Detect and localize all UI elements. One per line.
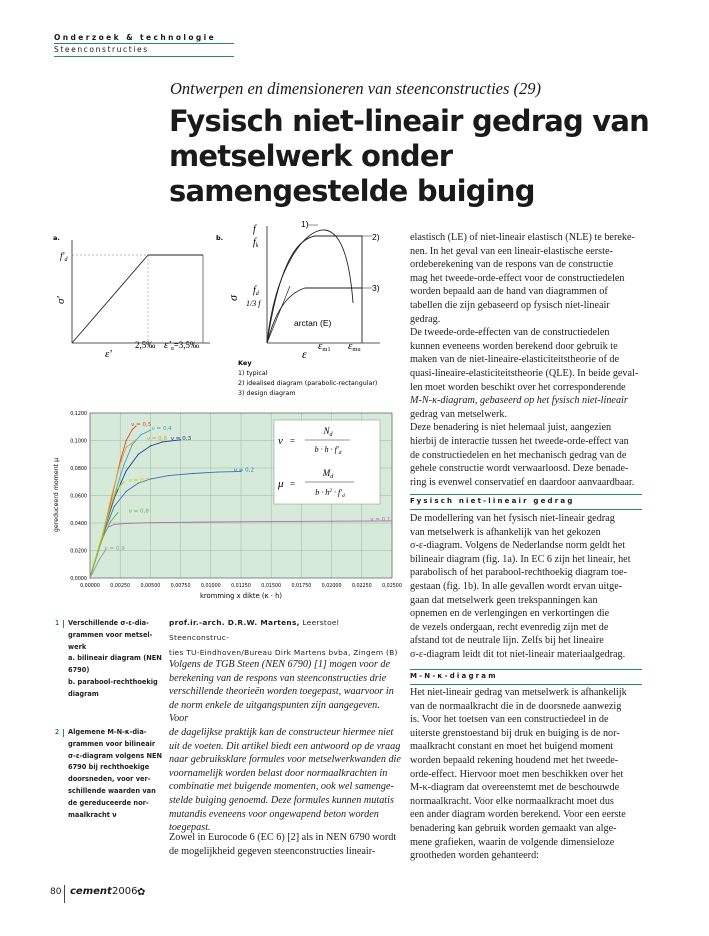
header-rule-top bbox=[54, 43, 234, 44]
caption-2-line: 6790 bij rechthoekige bbox=[68, 763, 150, 772]
series-label: ν = 0,2 bbox=[233, 467, 255, 474]
caption-2-line: grammen voor bilineair bbox=[68, 739, 156, 748]
data-point bbox=[391, 520, 392, 521]
body-line: de constructiedelen en het mechanisch gedrag van de bbox=[410, 449, 627, 461]
panel-a-label: a. bbox=[53, 234, 60, 242]
x-tick-label: 0,01750 bbox=[291, 584, 312, 589]
figure-stress-strain bbox=[50, 218, 405, 403]
header-rule-bottom bbox=[54, 56, 234, 57]
y-axis-label: gereduceerd moment μ bbox=[53, 457, 60, 533]
body-line: nen. In het geval van een lineair-elastische eerste- bbox=[410, 245, 613, 257]
series-label: ν = 0,7 bbox=[128, 477, 149, 484]
panel-b-curve3-label: 3) bbox=[372, 283, 380, 293]
panel-a-eps1-label: 2,5‰ bbox=[135, 340, 156, 350]
body-line: worden bepaald aan de hand van diagrammen of bbox=[410, 286, 608, 298]
data-point bbox=[132, 444, 133, 445]
intro-line: voornamelijk worden belast door normaalkrachten in bbox=[169, 767, 388, 779]
body-line: kunnen eveneens worden berekend door gebruik te bbox=[410, 340, 618, 352]
body-line: maken van de niet-lineaire-elasticiteitstheorie of de bbox=[410, 354, 620, 366]
body-line: is. Voor het toetsen van een constructiedeel in de bbox=[410, 714, 609, 726]
formula-nu-eq: = bbox=[290, 436, 296, 446]
section-label: Onderzoek & technologie bbox=[54, 33, 217, 42]
data-point bbox=[126, 523, 127, 524]
body-line: uiterste grenstoestand bij druk en buiging is de nor- bbox=[410, 727, 620, 739]
body-line: parabolisch of het parabool-rechthoekig diagram toe- bbox=[410, 567, 627, 579]
body-line: grootheden worden gehanteerd: bbox=[410, 850, 539, 862]
body-line: afstand tot de neutrale lijn. Zelfs bij het lineaire bbox=[410, 635, 604, 647]
data-point bbox=[102, 536, 103, 537]
intro-line: uit de voeten. Dit artikel biedt een antwoord op de vraag bbox=[169, 740, 401, 752]
section-1-rule-bottom bbox=[410, 509, 642, 510]
series-label: ν = 0,9 bbox=[104, 545, 125, 552]
key-item-1: 1) typical bbox=[238, 370, 268, 377]
data-point bbox=[116, 489, 117, 490]
formula-box bbox=[274, 420, 380, 504]
panel-a-fd-label: $f'_d$ bbox=[60, 251, 68, 263]
intro-line: toegepast. bbox=[169, 822, 211, 834]
x-tick-label: 0,00000 bbox=[80, 584, 100, 589]
body-line: normaalkracht. Voor elke normaalkracht moet dus bbox=[410, 795, 614, 807]
panel-a-eps2-label: $\varepsilon'_u=3,5‰$ bbox=[164, 339, 200, 352]
x-tick-label: 0,01000 bbox=[200, 584, 221, 589]
panel-b-eps-label: ε bbox=[302, 347, 307, 361]
data-point bbox=[110, 521, 111, 522]
caption-1-bar bbox=[63, 620, 64, 628]
section-2-heading: M-N-κ-diagram bbox=[410, 672, 498, 680]
body-line: de mogelijkheid gegeven steenconstructies lineair- bbox=[169, 845, 376, 857]
data-point bbox=[126, 491, 127, 492]
series-label: ν = 0,1 bbox=[370, 516, 391, 523]
body-line: De tweede-orde-effecten van de constructiedelen bbox=[410, 327, 610, 339]
data-point bbox=[114, 506, 115, 507]
data-point bbox=[123, 481, 124, 482]
x-tick-label: 0,01500 bbox=[261, 584, 282, 589]
magazine-year: 2006 bbox=[112, 886, 138, 897]
body-line: gehele constructie wordt verwaarloosd. Deze benade- bbox=[410, 463, 629, 475]
intro-line: berekening van de respons van steenconstructies drie bbox=[169, 672, 387, 684]
formula-mu-eq: = bbox=[290, 479, 296, 489]
series-title: Ontwerpen en dimensioneren van steenconstructies (29) bbox=[170, 79, 542, 98]
body-line: σ-ε-diagram. Volgens de Nederlandse norm geldt het bbox=[410, 540, 626, 552]
intro-line: mutandis eveneens voor ongewapend beton worden bbox=[169, 808, 379, 820]
title-line-3: samengestelde buiging bbox=[169, 174, 535, 208]
data-point bbox=[123, 465, 124, 466]
section-2-rule-bottom bbox=[410, 684, 642, 685]
panel-b-f-label: f bbox=[253, 224, 256, 235]
body-line: mene grafieken, waarin de volgende dimensieloze bbox=[410, 836, 615, 848]
formula-M: $M_d$ bbox=[322, 468, 334, 480]
body-line: quasi-lineaire-elasticiteitstheorie (QLE). In beide geval- bbox=[410, 367, 639, 379]
data-point bbox=[138, 454, 139, 455]
series-label: ν = 0,6 bbox=[146, 435, 168, 442]
x-tick-label: 0,00750 bbox=[170, 584, 191, 589]
data-point bbox=[110, 506, 111, 507]
body-line: bilineair diagram (fig. 1a). In EC 6 zijn het lineair, het bbox=[410, 553, 631, 565]
body-line: Deze benadering is niet helemaal juist, aangezien bbox=[410, 422, 612, 434]
data-point bbox=[192, 473, 193, 474]
panel-b-fd-label: $f_d$ bbox=[253, 285, 259, 297]
data-point bbox=[126, 440, 127, 441]
body-line: gedrag. bbox=[410, 313, 441, 325]
data-point bbox=[120, 463, 121, 464]
caption-1-line: diagram bbox=[68, 689, 99, 698]
panel-b-tangent bbox=[267, 286, 290, 343]
subsection-label: Steenconstructies bbox=[54, 45, 149, 54]
x-tick-label: 0,01250 bbox=[231, 584, 251, 589]
formula-nu: ν bbox=[278, 435, 283, 447]
body-line: de vezels ondergaan, recht evenredig zijn met de bbox=[410, 621, 609, 633]
caption-1-line: a. bilineair diagram (NEN bbox=[68, 654, 162, 663]
data-point bbox=[132, 429, 133, 430]
series-label: ν = 0,3 bbox=[170, 435, 192, 442]
author-affiliation-1: Leerstoel Steenconstruc- bbox=[169, 618, 340, 642]
intro-line: Volgens de TGB Steen (NEN 6790) [1] mogen voor de bbox=[169, 659, 390, 670]
body-line: σ-ε-diagram leidt dit tot niet-lineair materiaalgedrag. bbox=[410, 648, 626, 660]
author-name: prof.ir.-arch. D.R.W. Martens, bbox=[169, 618, 300, 627]
body-line: tabellen die zijn gebaseerd op fysisch niet-lineair bbox=[410, 299, 610, 311]
data-point bbox=[114, 524, 115, 525]
data-point bbox=[216, 472, 217, 473]
panel-b-curve1-label: 1) bbox=[301, 219, 309, 229]
body-line: mag het tweede-orde-effect voor de constructiedelen bbox=[410, 272, 625, 284]
series-label: ν = 0,8 bbox=[128, 508, 149, 515]
y-tick-label: 0,0200 bbox=[70, 549, 87, 555]
x-tick-label: 0,00500 bbox=[140, 584, 161, 589]
body-line: gestaan (fig. 1b). In alle gevallen wordt ervan uitge- bbox=[410, 580, 623, 592]
body-line: M-N-κ-diagram, gebaseerd op het fysisch niet-lineair bbox=[410, 395, 628, 407]
page-number: 80 bbox=[50, 887, 62, 897]
body-line: hierbij de interactie tussen het tweede-orde-effect van bbox=[410, 435, 629, 447]
key-item-2: 2) idealised diagram (parabolic-rectangular) bbox=[238, 380, 378, 387]
data-point bbox=[210, 521, 211, 522]
series-label: ν = 0,4 bbox=[151, 426, 172, 433]
y-tick-label: 0,0000 bbox=[70, 577, 87, 582]
caption-2-line: σ-ε-diagram volgens NEN bbox=[68, 751, 163, 760]
intro-line: naar gebruiksklare formules voor metselwerkwanden die bbox=[169, 754, 401, 766]
caption-2-line: doorsneden, voor ver- bbox=[68, 775, 151, 784]
caption-1-line: werk bbox=[68, 642, 87, 651]
section-1-heading: Fysisch niet-lineair gedrag bbox=[410, 497, 575, 505]
data-point bbox=[89, 577, 90, 578]
intro-line: de norm enkele de uitgangspunten zijn aangegeven. Voor bbox=[169, 699, 380, 725]
intro-line: combinatie met buigende momenten, ook wel samenge- bbox=[169, 781, 394, 793]
intro-paragraph bbox=[169, 658, 401, 835]
caption-1-line: 6790) bbox=[68, 666, 90, 675]
section-2-rule-top bbox=[410, 669, 642, 670]
flower-icon: ✿ bbox=[137, 887, 146, 898]
body-line: De modellering van het fysisch niet-lineair gedrag bbox=[410, 513, 615, 524]
panel-b-label: b. bbox=[216, 234, 224, 242]
caption-2-line: de gereduceerde nor- bbox=[68, 798, 149, 807]
caption-1-line: grammen voor metsel- bbox=[68, 630, 153, 639]
x-tick-label: 0,02250 bbox=[351, 584, 372, 589]
section-1-rule-top bbox=[410, 494, 642, 495]
caption-1-line: Verschillende σ-ε-dia- bbox=[68, 619, 149, 627]
caption-figure-2 bbox=[55, 727, 165, 821]
data-point bbox=[150, 478, 151, 479]
section-1-body bbox=[410, 512, 642, 662]
data-point bbox=[99, 558, 100, 559]
footer-divider bbox=[64, 885, 65, 903]
data-point bbox=[271, 521, 272, 522]
caption-2-line: Algemene M-N-κ-dia- bbox=[68, 728, 147, 736]
body-line: orde-effect. Hiervoor moet men beschikken over het bbox=[410, 768, 624, 780]
body-line: ring is evenwel conservatief en daardoor aanvaardbaar. bbox=[410, 476, 635, 488]
caption-2-block bbox=[55, 727, 165, 821]
title-line-2: metselwerk onder bbox=[169, 139, 453, 173]
y-tick-label: 0,0400 bbox=[70, 522, 87, 527]
caption-1-number: 1 bbox=[55, 619, 60, 627]
body-line: elastisch (LE) of niet-lineair elastisch (NLE) te bereke- bbox=[410, 232, 635, 243]
x-tick-label: 0,00250 bbox=[110, 584, 131, 589]
body-line: van de normaalkracht die in de doorsnede aanwezig bbox=[410, 700, 622, 712]
body-line: benadering kan gebruik worden gemaakt van alge- bbox=[410, 822, 617, 834]
data-point bbox=[126, 447, 127, 448]
x-tick-label: 0,02500 bbox=[382, 584, 402, 589]
body-line: gaan dat metselwerk geen trekspanningen kan bbox=[410, 594, 598, 606]
data-point bbox=[150, 445, 151, 446]
data-point bbox=[111, 495, 112, 496]
caption-2-line: schillende waarden van bbox=[68, 786, 156, 795]
author-line-1 bbox=[169, 615, 399, 645]
author-affiliation-2: ties TU-Eindhoven/Bureau Dirk Martens bvba, Zingem (B) bbox=[169, 648, 398, 657]
body-right-intro bbox=[410, 231, 642, 489]
x-tick-label: 0,02000 bbox=[321, 584, 342, 589]
body-line: Zowel in Eurocode 6 (EC 6) [2] als in NEN 6790 wordt bbox=[169, 832, 397, 843]
key-title: Key bbox=[238, 359, 252, 367]
y-tick-label: 0,1200 bbox=[70, 412, 87, 417]
data-point bbox=[117, 512, 118, 513]
key-item-3: 3) design diagram bbox=[238, 390, 296, 397]
intro-line: verschillende theorieën worden toegepast, waarvoor in bbox=[169, 686, 394, 698]
body-line: opnemen en de verlengingen en verkortingen die bbox=[410, 608, 610, 620]
article-title bbox=[169, 104, 649, 209]
body-middle bbox=[169, 831, 401, 858]
panel-b-emu-label: $\varepsilon_{mu}$ bbox=[348, 340, 361, 353]
panel-a-sigma-label: σ' bbox=[55, 296, 67, 304]
y-tick-label: 0,0600 bbox=[70, 494, 87, 500]
formula-nu-den: $b \cdot h \cdot f'_d$ bbox=[314, 445, 342, 456]
series-label: ν = 0,5 bbox=[131, 422, 152, 429]
y-tick-label: 0,0800 bbox=[70, 467, 87, 472]
author-block bbox=[169, 615, 399, 660]
x-axis-label: kromming x dikte (κ · h) bbox=[199, 592, 283, 600]
formula-mu: μ bbox=[278, 478, 284, 490]
mnk-chart bbox=[50, 404, 405, 602]
body-line: gedrag van metselwerk. bbox=[410, 408, 508, 420]
caption-1-line: b. parabool-rechthoekig bbox=[68, 677, 158, 686]
panel-b-third-label: 1/3 f bbox=[246, 299, 261, 308]
caption-2-line: maalkracht ν bbox=[68, 810, 117, 819]
body-line: een ander diagram worden berekend. Voor een eerste bbox=[410, 809, 626, 821]
y-tick-label: 0,1000 bbox=[70, 439, 87, 445]
data-point bbox=[135, 439, 136, 440]
body-line: van metselwerk is afhankelijk van het gekozen bbox=[410, 526, 601, 538]
body-line: ordeberekening van de respons van de constructie bbox=[410, 259, 614, 271]
caption-2-number: 2 bbox=[55, 728, 60, 736]
panel-b-sigma-label: σ bbox=[226, 295, 240, 301]
data-point bbox=[140, 434, 141, 435]
caption-figure-1 bbox=[55, 618, 165, 701]
formula-mu-den: $b \cdot h^2 \cdot f'_d$ bbox=[315, 488, 345, 499]
body-line: worden bepaald rekening houdend met het tweede- bbox=[410, 754, 619, 766]
formula-N: $N_d$ bbox=[323, 426, 333, 438]
panel-a-curve-rising bbox=[72, 255, 148, 343]
panel-b-curve2-label: 2) bbox=[372, 232, 380, 242]
panel-b-fk-label: $f_k$ bbox=[253, 237, 259, 249]
body-line: len moet worden beschikt over het corresponderende bbox=[410, 381, 626, 393]
intro-line: stelde buiging genoemd. Deze formules kunnen mutatis bbox=[169, 794, 394, 806]
data-point bbox=[150, 522, 151, 523]
panel-b-em1-label: $\varepsilon_{m1}$ bbox=[318, 340, 331, 353]
data-point bbox=[126, 470, 127, 471]
caption-2-bar bbox=[63, 729, 64, 737]
body-line: M-κ-diagram dat overeenstemt met de beschouwde bbox=[410, 782, 620, 794]
panel-b-curve-design bbox=[267, 288, 362, 343]
section-2-body bbox=[410, 686, 642, 863]
body-line: maalkracht constant en moet het buigend moment bbox=[410, 741, 614, 753]
body-line: Het niet-lineair gedrag van metselwerk is afhankelijk bbox=[410, 687, 627, 698]
data-point bbox=[102, 539, 103, 540]
caption-1-block bbox=[55, 618, 165, 701]
data-point bbox=[331, 521, 332, 522]
panel-b-arctan-label: arctan (E) bbox=[294, 318, 332, 328]
magazine-name: cement bbox=[70, 886, 112, 897]
title-line-1: Fysisch niet-lineair gedrag van bbox=[169, 104, 650, 138]
data-point bbox=[168, 475, 169, 476]
intro-line: de dagelijkse praktijk kan de constructeur hiermee niet bbox=[169, 726, 394, 738]
panel-a-eps-label: ε' bbox=[105, 348, 112, 360]
